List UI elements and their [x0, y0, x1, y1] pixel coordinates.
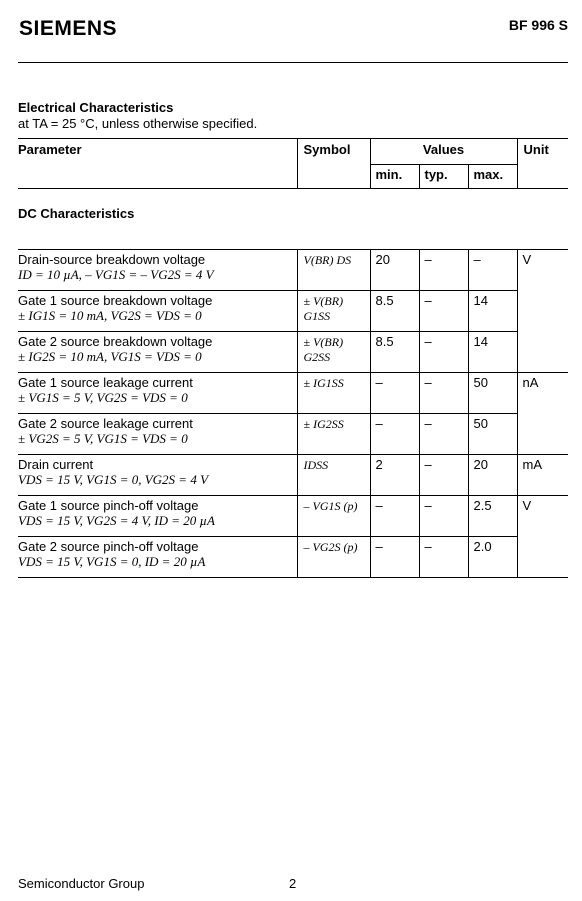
parameter-name: Gate 2 source leakage current	[18, 416, 193, 431]
table-row	[18, 537, 568, 578]
parameter-name: Gate 1 source leakage current	[18, 375, 193, 390]
min-value: 8.5	[370, 332, 419, 373]
dc-characteristics-label: DC Characteristics	[18, 189, 568, 250]
symbol-cell: V(BR) DS	[297, 250, 370, 291]
section-subtitle: at TA = 25 °C, unless otherwise specified.	[18, 116, 258, 131]
header-row	[18, 139, 568, 165]
parameter-cell	[18, 537, 297, 578]
table-row	[18, 332, 568, 373]
header-parameter: Parameter	[18, 139, 297, 189]
symbol-cell: – VG1S (p)	[297, 496, 370, 537]
max-value: 2.5	[468, 496, 517, 537]
header-typ: typ.	[419, 165, 468, 189]
footer-publisher: Semiconductor Group	[18, 876, 145, 891]
parameter-name: Gate 2 source pinch-off voltage	[18, 539, 199, 554]
symbol-cell: ± V(BR) G1SS	[297, 291, 370, 332]
symbol-cell: ± IG2SS	[297, 414, 370, 455]
max-value: 2.0	[468, 537, 517, 578]
header-values: Values	[370, 139, 517, 165]
parameter-cell	[18, 373, 297, 414]
header-max: max.	[468, 165, 517, 189]
table-row	[18, 250, 568, 291]
test-condition: VDS = 15 V, VG1S = 0, VG2S = 4 V	[18, 472, 209, 487]
min-value: –	[370, 537, 419, 578]
test-condition: ID = 10 µA, – VG1S = – VG2S = 4 V	[18, 267, 214, 282]
parameter-cell	[18, 332, 297, 373]
unit-cell: V	[517, 250, 568, 373]
table-row	[18, 496, 568, 537]
parameter-name: Gate 2 source breakdown voltage	[18, 334, 213, 349]
symbol-cell: IDSS	[297, 455, 370, 496]
group-row	[18, 189, 568, 250]
typ-value: –	[419, 455, 468, 496]
min-value: –	[370, 373, 419, 414]
typ-value: –	[419, 373, 468, 414]
parameter-cell	[18, 291, 297, 332]
min-value: 8.5	[370, 291, 419, 332]
table-row	[18, 373, 568, 414]
typ-value: –	[419, 250, 468, 291]
typ-value: –	[419, 332, 468, 373]
header-symbol: Symbol	[297, 139, 370, 189]
max-value: 50	[468, 373, 517, 414]
parameter-name: Gate 1 source breakdown voltage	[18, 293, 213, 308]
parameter-name: Gate 1 source pinch-off voltage	[18, 498, 199, 513]
table-row	[18, 455, 568, 496]
min-value: 2	[370, 455, 419, 496]
parameter-name: Drain current	[18, 457, 94, 472]
header-divider	[18, 62, 568, 63]
test-condition: ± VG1S = 5 V, VG2S = VDS = 0	[18, 390, 188, 405]
max-value: 14	[468, 332, 517, 373]
section-title: Electrical Characteristics	[18, 100, 174, 115]
test-condition: ± IG2S = 10 mA, VG1S = VDS = 0	[18, 349, 202, 364]
test-condition: VDS = 15 V, VG1S = 0, ID = 20 µA	[18, 554, 206, 569]
header-min: min.	[370, 165, 419, 189]
parameter-name: Drain-source breakdown voltage	[18, 252, 206, 267]
typ-value: –	[419, 291, 468, 332]
symbol-cell: – VG2S (p)	[297, 537, 370, 578]
page-number: 2	[289, 876, 297, 891]
parameter-cell	[18, 455, 297, 496]
typ-value: –	[419, 537, 468, 578]
max-value: 14	[468, 291, 517, 332]
max-value: 50	[468, 414, 517, 455]
unit-cell: nA	[517, 373, 568, 455]
unit-cell: V	[517, 496, 568, 578]
parameter-cell	[18, 414, 297, 455]
test-condition: ± IG1S = 10 mA, VG2S = VDS = 0	[18, 308, 202, 323]
max-value: –	[468, 250, 517, 291]
max-value: 20	[468, 455, 517, 496]
symbol-cell: ± V(BR) G2SS	[297, 332, 370, 373]
parameter-cell	[18, 250, 297, 291]
unit-cell: mA	[517, 455, 568, 496]
min-value: –	[370, 496, 419, 537]
typ-value: –	[419, 414, 468, 455]
min-value: 20	[370, 250, 419, 291]
header-unit: Unit	[517, 139, 568, 189]
typ-value: –	[419, 496, 468, 537]
part-number: BF 996 S	[508, 17, 568, 33]
electrical-characteristics-table	[18, 138, 568, 578]
parameter-cell	[18, 496, 297, 537]
test-condition: VDS = 15 V, VG2S = 4 V, ID = 20 µA	[18, 513, 215, 528]
siemens-logo: SIEMENS	[19, 17, 118, 40]
test-condition: ± VG2S = 5 V, VG1S = VDS = 0	[18, 431, 188, 446]
symbol-cell: ± IG1SS	[297, 373, 370, 414]
table-row	[18, 291, 568, 332]
table-row	[18, 414, 568, 455]
min-value: –	[370, 414, 419, 455]
